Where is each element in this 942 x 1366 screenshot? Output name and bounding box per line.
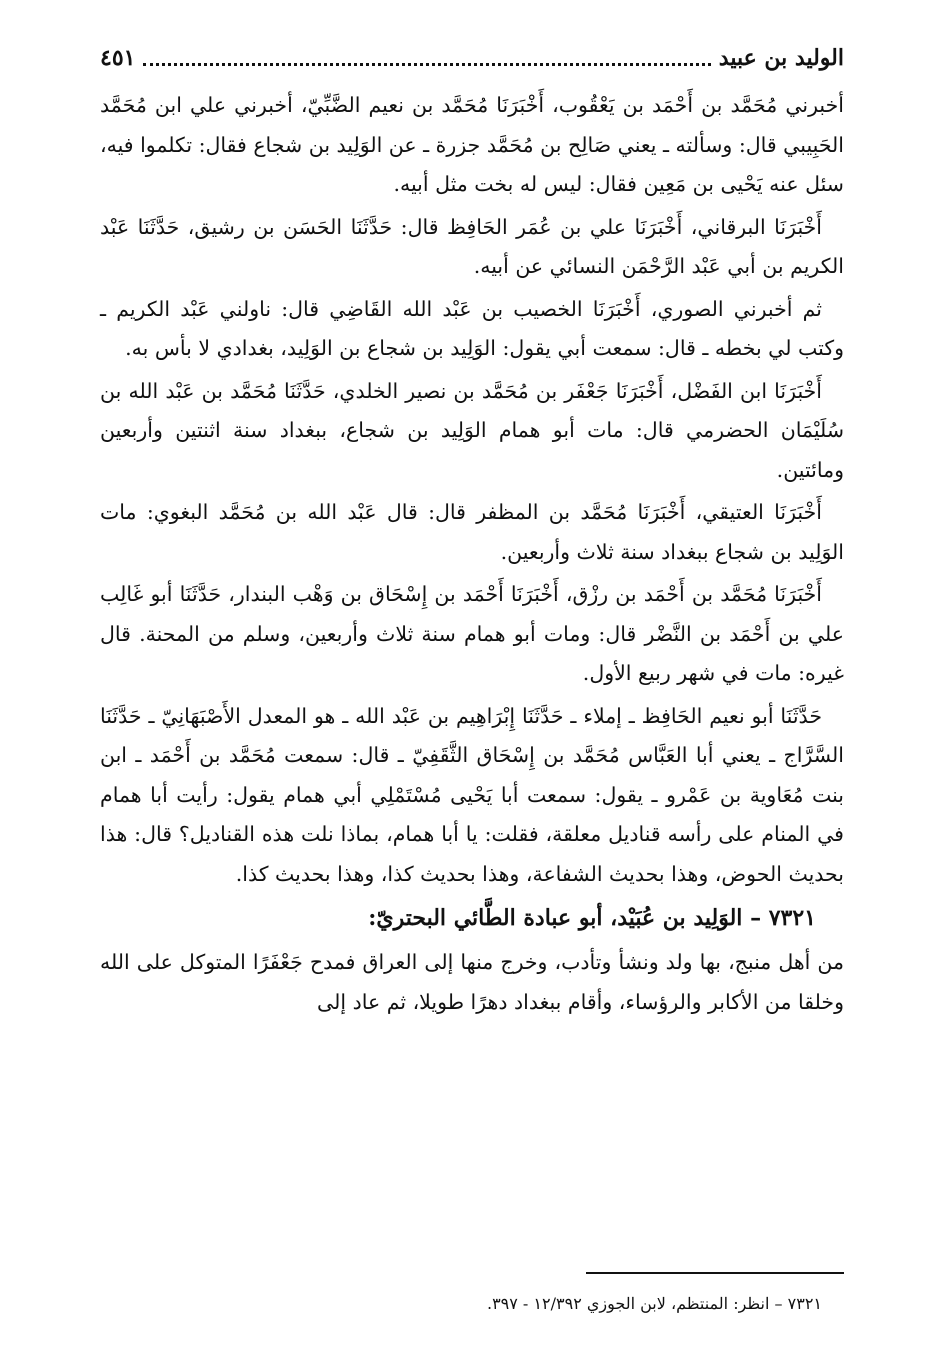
running-head-title: الوليد بن عبيد [718, 45, 844, 71]
page-number: ٤٥١ [100, 45, 136, 71]
footnote-divider [586, 1272, 844, 1274]
leader-dots [143, 63, 710, 66]
paragraph: حَدَّثَنَا أبو نعيم الحَافِظ ـ إملاء ـ حَدَّثَنَا إِبْرَاهِيم بن عَبْد الله ـ هو المعدل الأَصْبَهَانِيّ ـ حَدَّثَنَا السَّرَّاج ـ يعني أبا العَبَّاس مُحَمَّد بن إِسْحَاق الثَّقَفِيّ ـ قال: سمعت مُحَمَّد بن أَحْمَد ـ ابن بنت مُعَاوية بن عَمْرو ـ يقول: سمعت أبا يَحْيى مُسْتَمْلِي أبي همام يقول: رأيت أبا همام في المنام على رأسه قناديل معلقة، فقلت: يا أبا همام، بماذا نلت هذه القناديل؟ قال: هذا بحديث الحوض، وهذا بحديث الشفاعة، وهذا بحديث كذا، وهذا بحديث كذا. [100, 703, 844, 886]
main-text [100, 86, 844, 1025]
entry-heading: ٧٣٢١ – الوَلِيد بن عُبَيْد، أبو عبادة الطَّائي البحتريّ: [368, 905, 816, 931]
paragraph: أَخْبَرَنَا مُحَمَّد بن أَحْمَد بن رزْق، أَخْبَرَنَا أَحْمَد بن إِسْحَاق بن وَهْب البندار، حَدَّثَنَا أبو غَالِب علي بن أَحْمَد بن النَّضْر قال: ومات أبو همام سنة ثلاث وأربعين، وسلم من المحنة. قال غيره: مات في شهر ربيع الأول. [100, 582, 844, 685]
running-head [100, 36, 844, 80]
footnote: ٧٣٢١ – انظر: المنتظم، لابن الجوزي ١٢/٣٩٢ - ٣٩٧. [486, 1294, 822, 1313]
paragraph: أخبرني مُحَمَّد بن أَحْمَد بن يَعْقُوب، أَخْبَرَنَا مُحَمَّد بن نعيم الضَّبِّيّ، أخبرني علي ابن مُحَمَّد الحَبِيبي قال: وسألته ـ يعني صَالِح بن مُحَمَّد جزرة ـ عن الوَلِيد بن شجاع فقال: تكلموا فيه، سئل عنه يَحْيى بن مَعِين فقال: ليس له بخت مثل أبيه. [100, 93, 844, 196]
paragraph: ثم أخبرني الصوري، أَخْبَرَنَا الخصيب بن عَبْد الله القَاضِي قال: ناولني عَبْد الكريم ـ وكتب لي بخطه ـ قال: سمعت أبي يقول: الوَلِيد بن شجاع بن الوَلِيد، بغدادي لا بأس به. [100, 296, 844, 360]
paragraph: أَخْبَرَنَا ابن الفَضْل، أَخْبَرَنَا جَعْفَر بن مُحَمَّد بن نصير الخلدي، حَدَّثَنَا مُحَمَّد بن عَبْد الله بن سُلَيْمَان الحضرمي قال: مات أبو همام الوَلِيد بن شجاع، ببغداد سنة اثنتين وأربعين ومائتين. [100, 378, 844, 482]
paragraph: أَخْبَرَنَا العتيقي، أَخْبَرَنَا مُحَمَّد بن المظفر قال: قال عَبْد الله بن مُحَمَّد البغوي: مات الوَلِيد بن شجاع ببغداد سنة ثلاث وأربعين. [100, 500, 844, 564]
paragraph: أَخْبَرَنَا البرقاني، أَخْبَرَنَا علي بن عُمَر الحَافِظ قال: حَدَّثَنَا الحَسَن بن رشيق، حَدَّثَنَا عَبْد الكريم بن أبي عَبْد الرَّحْمَن النسائي عن أبيه. [100, 214, 844, 278]
entry-text: من أهل منبج، بها ولد ونشأ وتأدب، وخرج منها إلى العراق فمدح جَعْفَرًا المتوكل على الله وخلقا من الأكابر والرؤساء، وأقام ببغداد دهرًا طويلا، ثم عاد إلى [100, 950, 844, 1014]
